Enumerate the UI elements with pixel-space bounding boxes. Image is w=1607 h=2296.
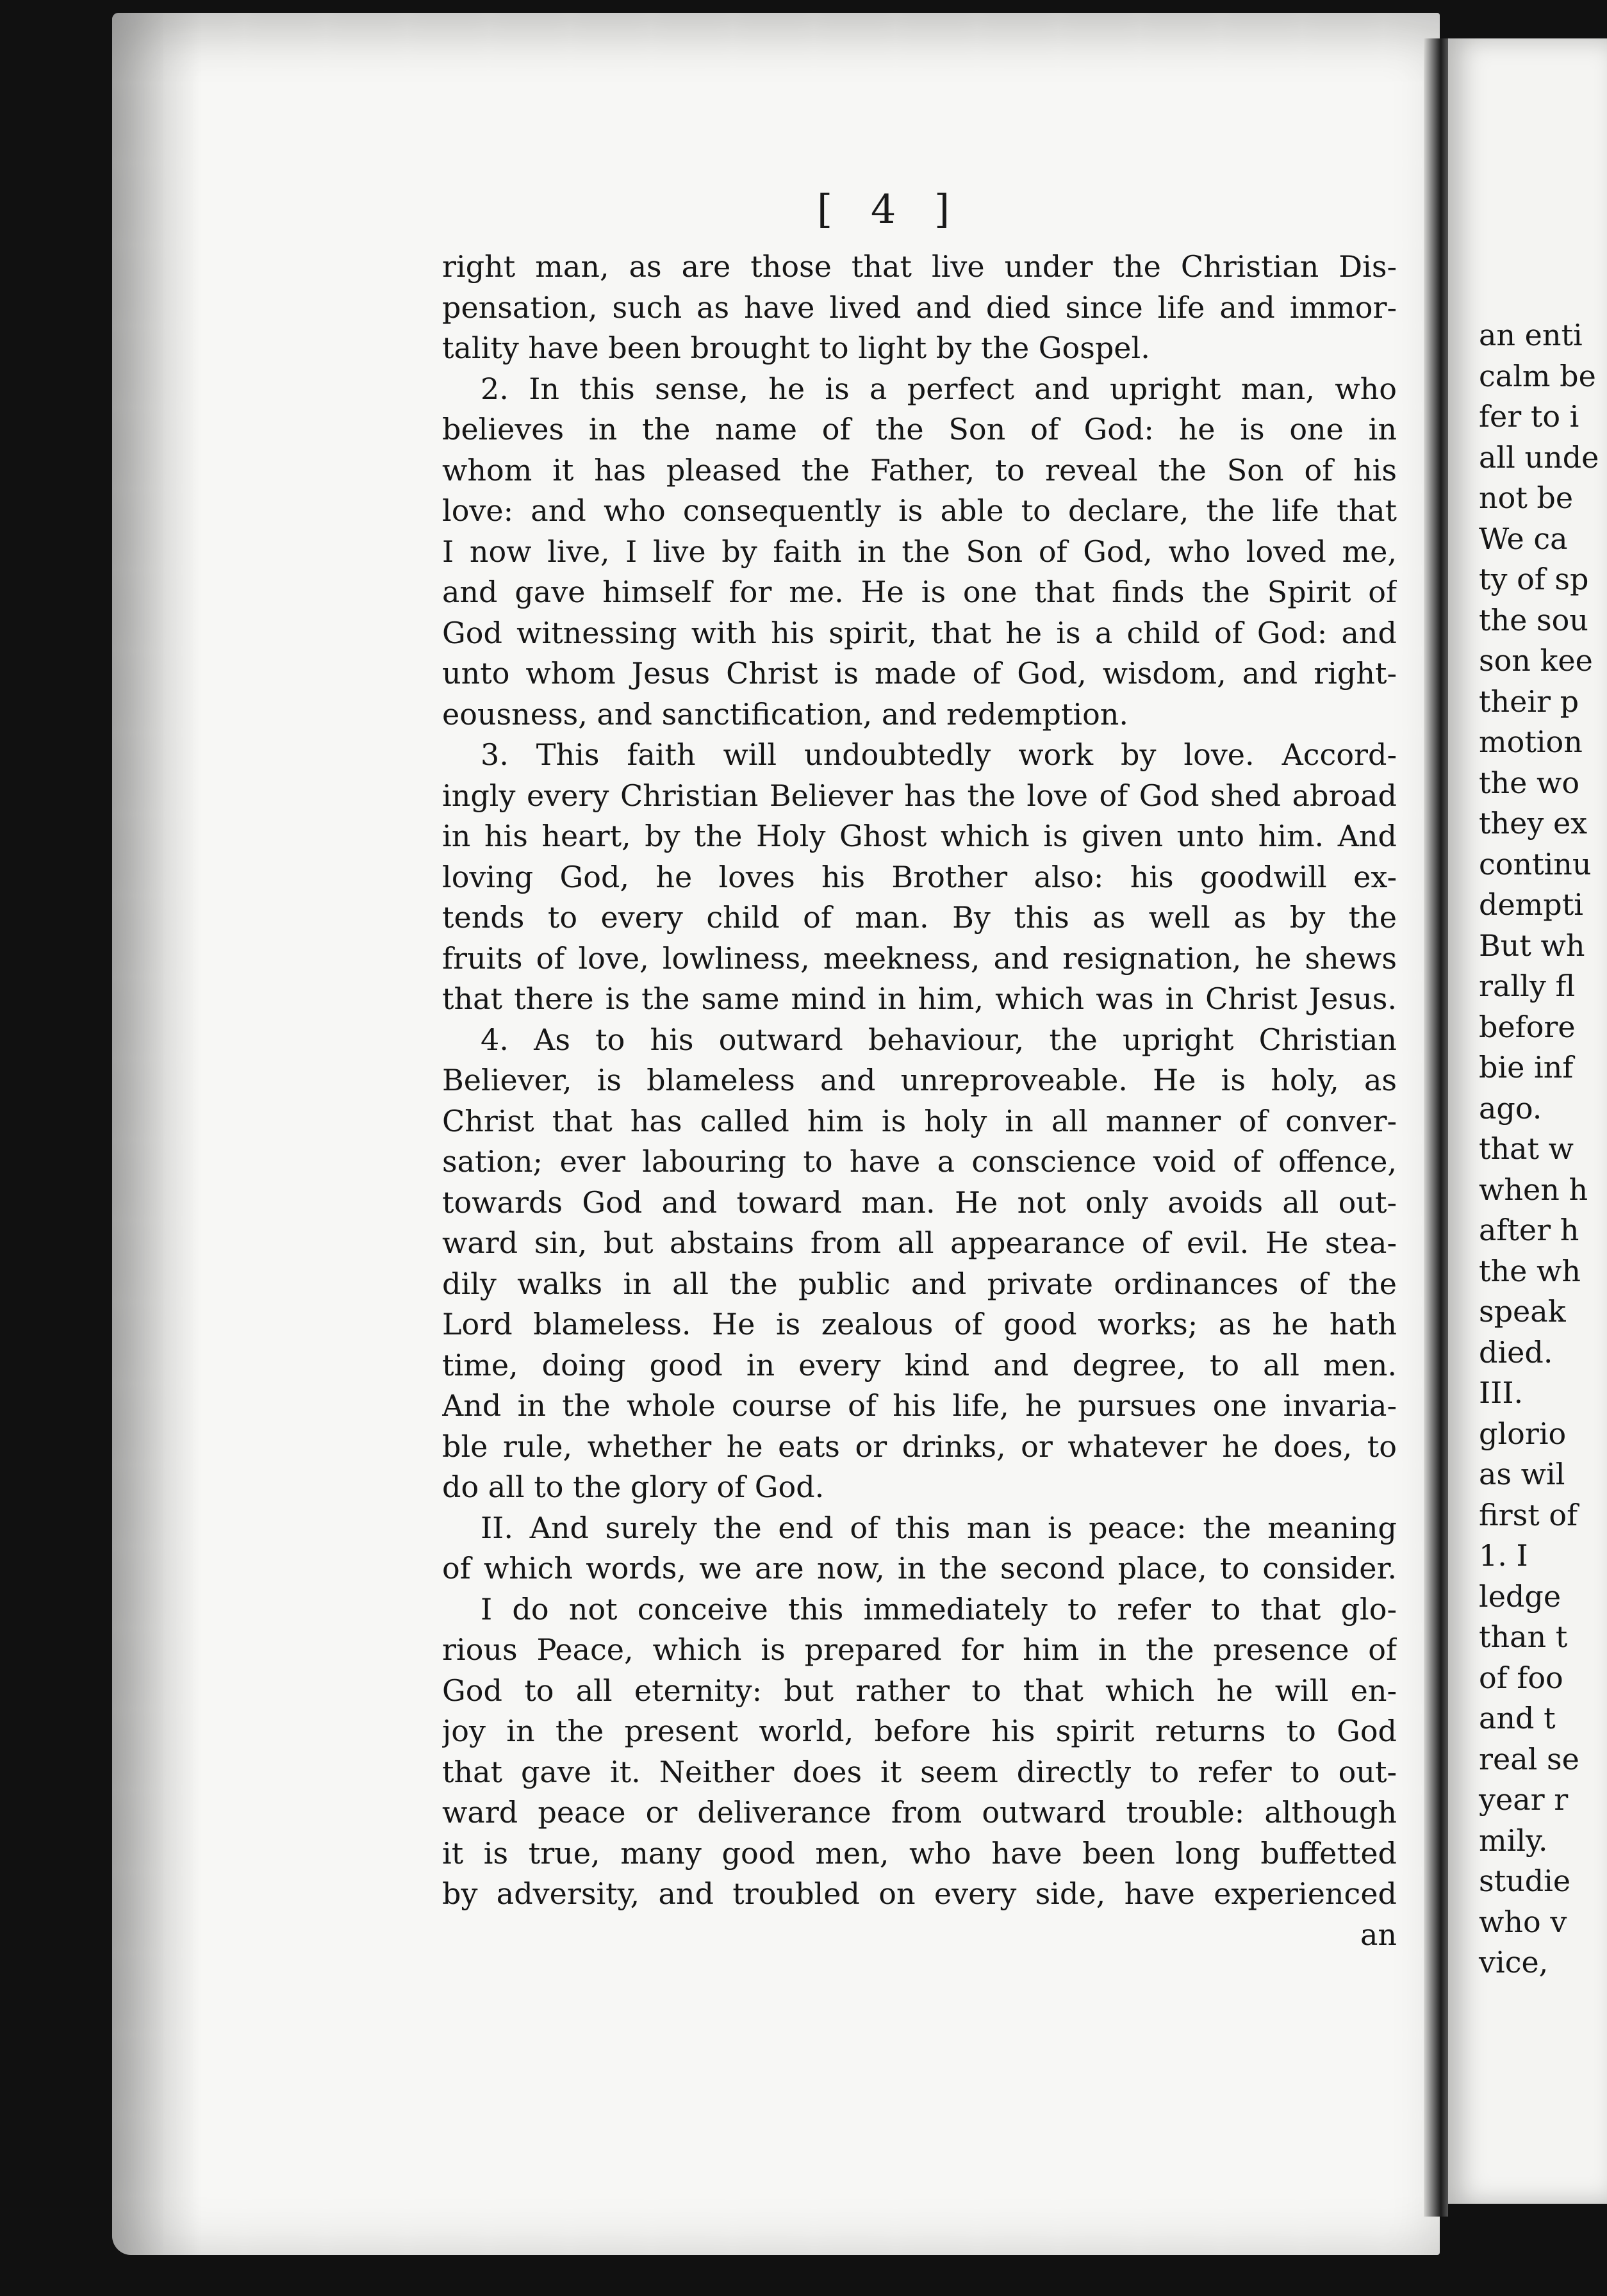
- text-line: loving God, he loves his Brother also: his goodwill ex-: [442, 859, 1397, 894]
- text-line: of which words, we are now, in the second place, to consider.: [442, 1551, 1397, 1586]
- text-line: vice,: [1479, 1945, 1549, 1980]
- text-line: after h: [1479, 1213, 1579, 1247]
- text-line: rally fl: [1479, 969, 1576, 1003]
- text-line: But wh: [1479, 928, 1585, 963]
- text-line: tality have been brought to light by the Gospel.: [442, 331, 1150, 365]
- catchword: an: [1360, 1917, 1397, 1952]
- text-line: and gave himself for me. He is one that finds the Spirit of: [442, 575, 1397, 609]
- text-line: joy in the present world, before his spirit returns to God: [442, 1714, 1397, 1748]
- text-line: dempti: [1479, 887, 1583, 922]
- text-line: do all to the glory of God.: [442, 1470, 825, 1504]
- text-line: that there is the same mind in him, which was in Christ Jesus.: [442, 981, 1397, 1016]
- text-line: the sou: [1479, 602, 1588, 637]
- text-line: God to all eternity: but rather to that which he will en-: [442, 1673, 1397, 1708]
- text-line: ledge: [1479, 1578, 1562, 1614]
- text-line: ble rule, whether he eats or drinks, or whatever he does, to: [442, 1429, 1397, 1464]
- text-line: year r: [1479, 1782, 1569, 1817]
- text-line: not be: [1479, 480, 1574, 515]
- text-line: the wo: [1479, 765, 1580, 800]
- text-line: that gave it. Neither does it seem directly to refer to out-: [442, 1754, 1397, 1789]
- text-line: continu: [1479, 846, 1592, 882]
- text-line: believes in the name of the Son of God: he is one in: [442, 412, 1397, 447]
- text-line: eousness, and sanctification, and redemption.: [442, 696, 1129, 732]
- text-line: dily walks in all the public and private ordinances of the: [442, 1266, 1397, 1301]
- text-line: bie inf: [1479, 1050, 1574, 1085]
- text-line: Believer, is blameless and unreproveable. He is holy, as: [442, 1063, 1397, 1097]
- text-line: pensation, such as have lived and died since life and immor-: [442, 290, 1397, 325]
- text-line: ward peace or deliverance from outward trouble: although: [442, 1795, 1397, 1830]
- text-line: ward sin, but abstains from all appearance of evil. He stea-: [442, 1226, 1397, 1260]
- text-line: time, doing good in every kind and degree, to all men.: [442, 1347, 1397, 1382]
- text-line: and t: [1479, 1701, 1556, 1735]
- text-line: who v: [1479, 1904, 1567, 1939]
- text-line: 1. I: [1479, 1538, 1528, 1573]
- text-line: Lord blameless. He is zealous of good works; as he hath: [442, 1307, 1397, 1341]
- text-line: And in the whole course of his life, he pursues one invaria-: [442, 1388, 1397, 1423]
- text-line: I do not conceive this immediately to refer to that glo-: [481, 1591, 1397, 1627]
- text-line: of foo: [1479, 1660, 1563, 1695]
- text-line: right man, as are those that live under the Christian Dis-: [442, 249, 1397, 284]
- text-line: II. And surely the end of this man is peace: the meaning: [481, 1510, 1397, 1545]
- text-line: We ca: [1479, 521, 1568, 556]
- page-number: [ 4 ]: [817, 186, 963, 233]
- text-line: Christ that has called him is holy in all manner of conver-: [442, 1103, 1397, 1138]
- text-line: ty of sp: [1479, 562, 1589, 596]
- text-line: they ex: [1479, 806, 1588, 840]
- text-line: ingly every Christian Believer has the love of God shed abroad: [442, 778, 1397, 813]
- text-line: fruits of love, lowliness, meekness, and resignation, he shews: [442, 940, 1397, 976]
- text-line: motion: [1479, 725, 1583, 759]
- left-page-text: [442, 247, 1397, 1955]
- text-line: I now live, I live by faith in the Son of God, who loved me,: [442, 534, 1397, 569]
- book-gutter: [1424, 38, 1448, 2217]
- text-line: their p: [1479, 684, 1579, 719]
- text-line: studie: [1479, 1864, 1571, 1898]
- text-line: died.: [1479, 1334, 1553, 1370]
- text-line: fer to i: [1479, 399, 1579, 434]
- text-line: unto whom Jesus Christ is made of God, wisdom, and right-: [442, 656, 1397, 691]
- text-line: son kee: [1479, 643, 1593, 678]
- text-line: it is true, many good men, who have been long buffetted: [442, 1835, 1397, 1871]
- text-line: the wh: [1479, 1253, 1581, 1288]
- text-line: love: and who consequently is able to declare, the life that: [442, 493, 1397, 528]
- text-line: ago.: [1479, 1090, 1542, 1126]
- text-line: sation; ever labouring to have a conscience void of offence,: [442, 1144, 1397, 1179]
- text-line: that w: [1479, 1131, 1574, 1166]
- text-line: as wil: [1479, 1457, 1565, 1491]
- text-line: first of: [1479, 1497, 1578, 1532]
- text-line: all unde: [1479, 439, 1599, 475]
- text-line: speak: [1479, 1294, 1566, 1329]
- text-line: before: [1479, 1009, 1576, 1044]
- text-line: towards God and toward man. He not only avoids all out-: [442, 1185, 1397, 1220]
- text-line: 2. In this sense, he is a perfect and upright man, who: [481, 371, 1397, 406]
- text-line: when h: [1479, 1172, 1588, 1207]
- text-line: calm be: [1479, 358, 1596, 393]
- text-line: glorio: [1479, 1416, 1567, 1451]
- text-line: an enti: [1479, 318, 1583, 352]
- text-line: than t: [1479, 1620, 1568, 1654]
- right-page: [1448, 38, 1607, 2204]
- text-line: 3. This faith will undoubtedly work by love. Accord-: [481, 737, 1397, 772]
- text-line: tends to every child of man. By this as well as by the: [442, 900, 1397, 935]
- text-line: rious Peace, which is prepared for him in the presence of: [442, 1632, 1397, 1667]
- text-line: in his heart, by the Holy Ghost which is given unto him. And: [442, 819, 1397, 853]
- text-line: 4. As to his outward behaviour, the upright Christian: [481, 1022, 1397, 1057]
- text-line: real se: [1479, 1741, 1579, 1776]
- text-line: III.: [1479, 1375, 1524, 1410]
- text-line: God witnessing with his spirit, that he is a child of God: and: [442, 615, 1397, 650]
- text-line: whom it has pleased the Father, to reveal the Son of his: [442, 452, 1397, 488]
- text-line: by adversity, and troubled on every side, have experienced: [442, 1876, 1397, 1911]
- right-page-text: [1479, 315, 1607, 1983]
- text-line: mily.: [1479, 1823, 1548, 1858]
